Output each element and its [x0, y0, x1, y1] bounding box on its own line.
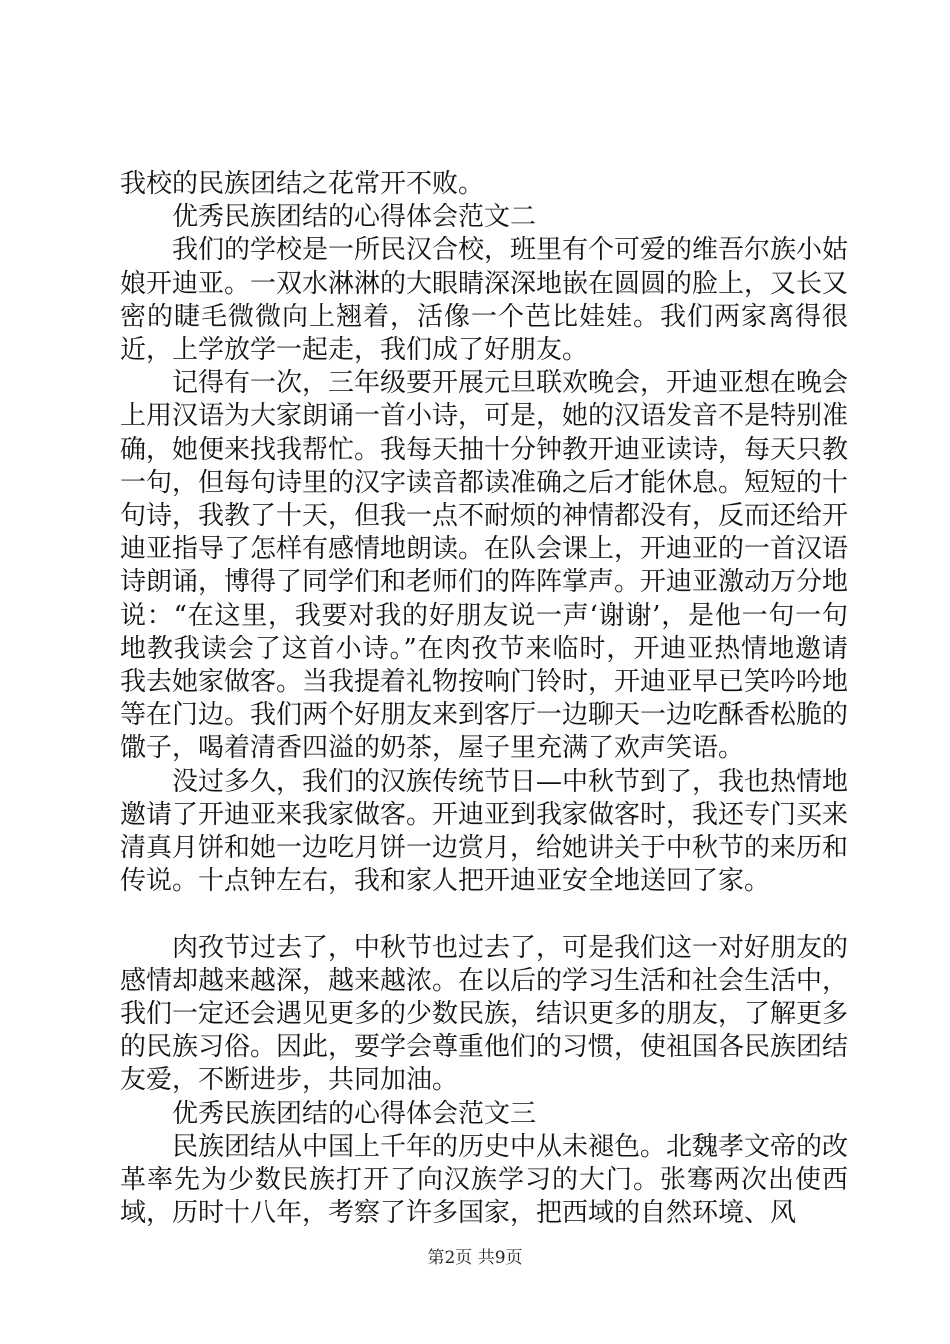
document-body — [120, 168, 848, 1230]
paragraph: 没过多久，我们的汉族传统节日—中秋节到了，我也热情地邀请了开迪亚来我家做客。开迪亚到我家做客时，我还专门买来清真月饼和她一边吃月饼一边赏月，给她讲关于中秋节的来历和传说。十点钟左右，我和家人把开迪亚安全地送回了家。 — [120, 766, 849, 897]
section-heading-3: 优秀民族团结的心得体会范文三 — [172, 1098, 537, 1129]
page-footer — [0, 1243, 950, 1268]
paragraph: 民族团结从中国上千年的历史中从未褪色。北魏孝文帝的改革率先为少数民族打开了向汉族学习的大门。张骞两次出使西域，历时十八年，考察了许多国家，把西域的自然环境、风 — [120, 1131, 849, 1229]
paragraph: 我们的学校是一所民汉合校，班里有个可爱的维吾尔族小姑娘开迪亚。一双水淋淋的大眼睛深深地嵌在圆圆的脸上，又长又密的睫毛微微向上翘着，活像一个芭比娃娃。我们两家离得很近，上学放学一起走，我们成了好朋友。 — [120, 235, 849, 366]
paragraph: 记得有一次，三年级要开展元旦联欢晚会，开迪亚想在晚会上用汉语为大家朗诵一首小诗，可是，她的汉语发音不是特别准确，她便来找我帮忙。我每天抽十分钟教开迪亚读诗，每天只教一句，但每句诗里的汉字读音都读准确之后才能休息。短短的十句诗，我教了十天，但我一点不耐烦的神情都没有，反而还给开迪亚指导了怎样有感情地朗读。在队会课上，开迪亚的一首汉语诗朗诵，博得了同学们和老师们的阵阵掌声。开迪亚激动万分地说：“在这里，我要对我的好朋友说一声‘谢谢’，是他一句一句地教我读会了这首小诗。”在肉孜节来临时，开迪亚热情地邀请我去她家做客。当我提着礼物按响门铃时，开迪亚早已笑吟吟地等在门边。我们两个好朋友来到客厅一边聊天一边吃酥香松脆的馓子，喝着清香四溢的奶茶，屋子里充满了欢声笑语。 — [120, 368, 849, 764]
paragraph: 肉孜节过去了，中秋节也过去了，可是我们这一对好朋友的感情却越来越深，越来越浓。在以后的学习生活和社会生活中，我们一定还会遇见更多的少数民族，结识更多的朋友，了解更多的民族习俗。因此，要学会尊重他们的习惯，使祖国各民族团结友爱，不断进步，共同加油。 — [120, 932, 849, 1096]
page-number: 第2页 共9页 — [427, 1248, 523, 1268]
paragraph-continuation: 我校的民族团结之花常开不败。 — [120, 169, 485, 199]
section-heading-2: 优秀民族团结的心得体会范文二 — [172, 202, 537, 233]
paragraph-spacer — [120, 898, 848, 931]
